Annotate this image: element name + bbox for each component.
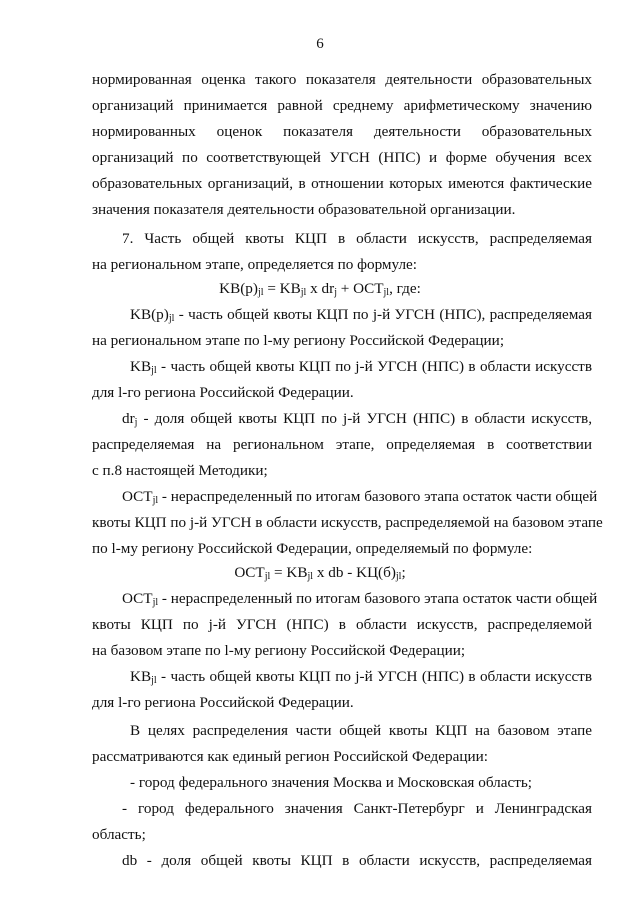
page-number: 6 [316, 36, 324, 52]
text-line: нормированная оценка такого показателя деятельности образовательных [92, 71, 592, 88]
formula-ost: $OCT_{jl} = KB_{jl}$ x db - $KЦ(б)_{jl}$; [234, 564, 406, 582]
definition-db: db - доля общей квоты КЦП в области искусств, распределяемая [122, 852, 592, 869]
definition-ost: $ОСТ_{jl}$ - нераспределенный по итогам базового этапа остаток части общей [122, 488, 598, 506]
definition-kb: $KB_{jl}$ - часть общей квоты КЦП по j-й УГСН (НПС) в области искусств [130, 358, 592, 376]
definition-kb-p: $KB(p)_{jl}$ - часть общей квоты КЦП по j-й УГСН (НПС), распределяемая [130, 306, 592, 324]
list-item: - город федерального значения Москва и Московская область; [130, 774, 533, 791]
text-line: рассматриваются как единый регион Российской Федерации: [92, 748, 488, 765]
paragraph-7-heading: 7. Часть общей квоты КЦП в области искусств, распределяемая [122, 230, 592, 247]
formula-kb-p: $KB(p)_{jl} = KB_{jl}$ x $dr_j + OCT_{jl}$, где: [219, 280, 421, 298]
definition-kb-2: $KB_{jl}$ - часть общей квоты КЦП по j-й УГСН (НПС) в области искусств [130, 668, 592, 686]
text-line: квоты КЦП по j-й УГСН в области искусств, распределяемой на базовом этапе [92, 514, 603, 531]
text-line: распределяемая на региональном этапе, определяемая в соответствии [92, 436, 592, 453]
text-line: квоты КЦП по j-й УГСН (НПС) в области искусств, распределяемой [92, 616, 592, 633]
text-line: нормированных оценок показателя деятельности образовательных [92, 123, 592, 140]
text-line: на региональном этапе по l-му региону Российской Федерации; [92, 332, 505, 349]
list-item: - город федерального значения Санкт-Петербург и Ленинградская [122, 800, 592, 817]
text-line: В целях распределения части общей квоты КЦП на базовом этапе [130, 722, 592, 739]
text-line: образовательных организаций, в отношении которых имеются фактические [92, 175, 592, 192]
text-line: на базовом этапе по l-му региону Российской Федерации; [92, 642, 466, 659]
text-line: область; [92, 826, 146, 843]
definition-dr: $dr_j$ - доля общей квоты КЦП по j-й УГСН (НПС) в области искусств, [122, 410, 592, 428]
text-line: значения показателя деятельности образовательной организации. [92, 201, 516, 218]
text-line: организаций по соответствующей УГСН (НПС) и форме обучения всех [92, 149, 592, 166]
text-line: организаций принимается равной среднему арифметическому значению [92, 97, 592, 114]
text-line: с п.8 настоящей Методики; [92, 462, 268, 479]
text-line: для l-го региона Российской Федерации. [92, 694, 354, 711]
text-line: по l-му региону Российской Федерации, определяемый по формуле: [92, 540, 533, 557]
definition-ost-2: $ОСТ_{jl}$ - нераспределенный по итогам базового этапа остаток части общей [122, 590, 598, 608]
text-line: на региональном этапе, определяется по формуле: [92, 256, 418, 273]
text-line: для l-го региона Российской Федерации. [92, 384, 354, 401]
